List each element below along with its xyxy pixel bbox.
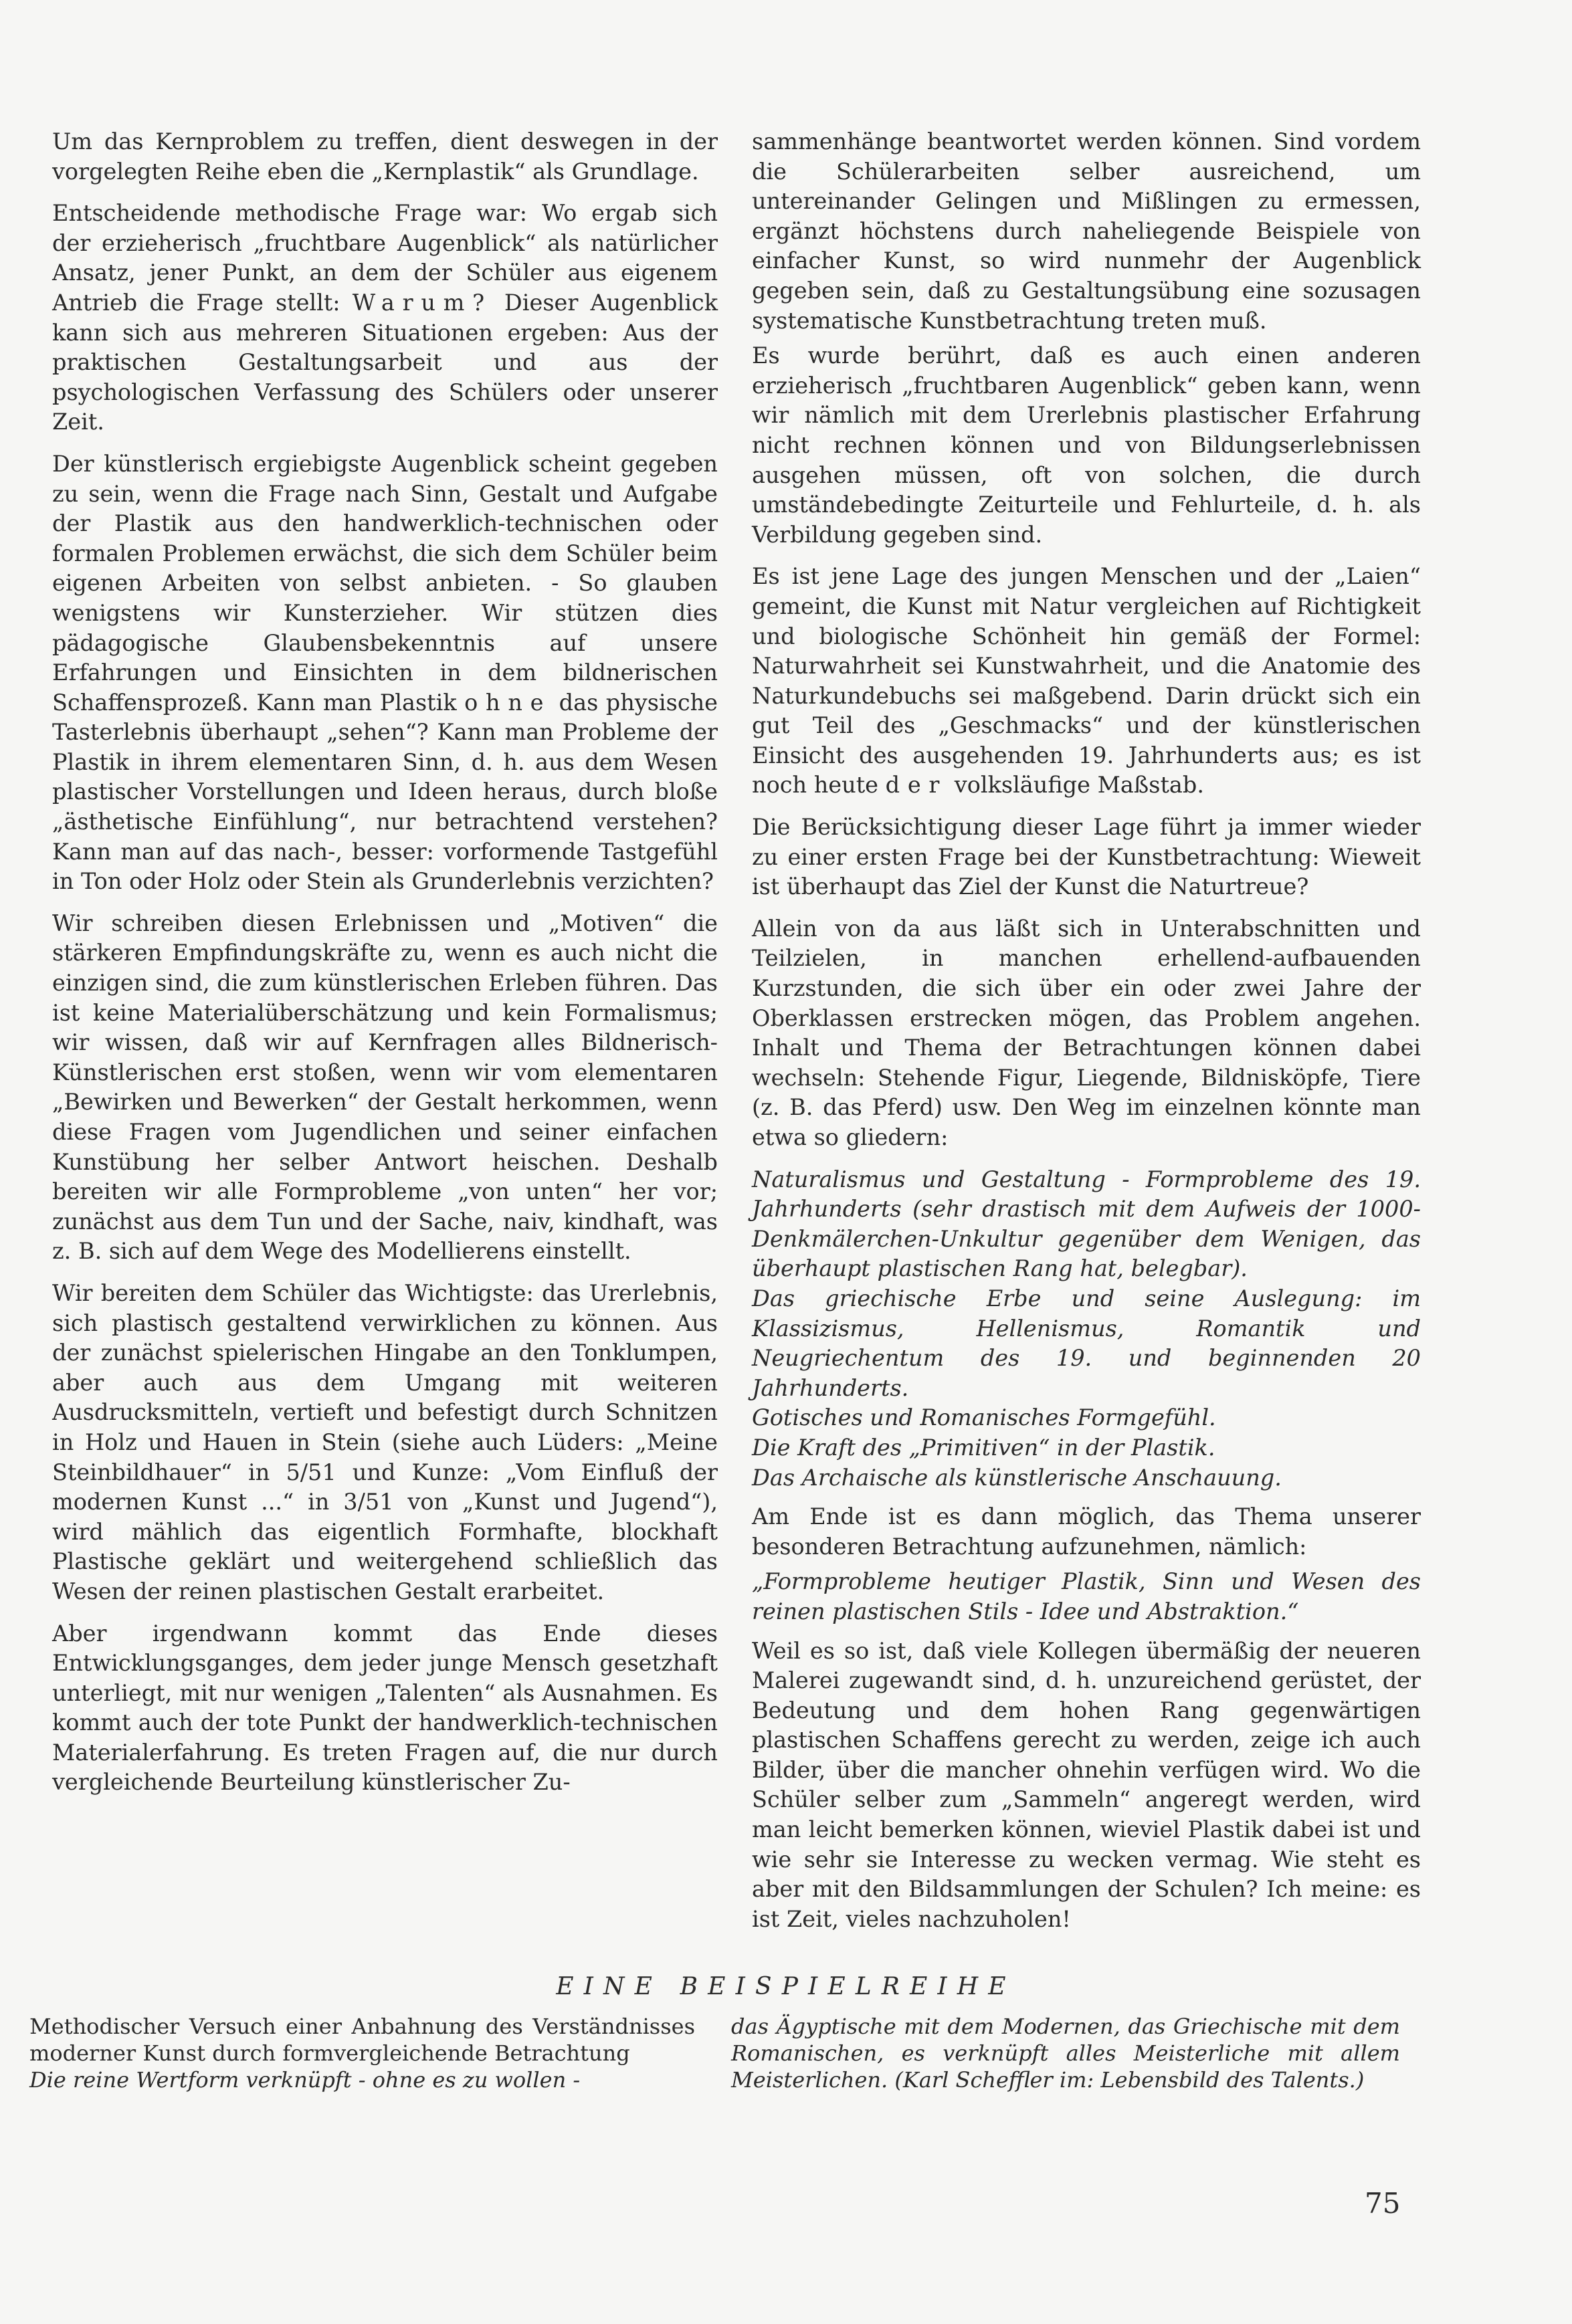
section-title: EINE BEISPIELREIHE xyxy=(556,1973,1016,2000)
quote: „Formprobleme heutiger Plastik, Sinn und Wesen des reinen plastischen Stils - Idee und Abstraktion.“ xyxy=(752,1568,1421,1624)
paragraph: Die Berücksichtigung dieser Lage führt ja immer wieder zu einer ersten Frage bei der Kunstbetrachtung: Wieweit ist überhaupt das Ziel der Kunst die Naturtreue? xyxy=(752,814,1421,900)
paragraph: Weil es so ist, daß viele Kollegen übermäßig der neueren Malerei zugewandt sind, d. h. unzureichend gerüstet, der Bedeutung und dem hohen Rang gegenwärtigen plastischen Schaffens gerecht zu werden, zeige ich auch Bilder, über die mancher ohnehin verfügen wird. Wo die Schüler selber zum „Sammeln“ angeregt werden, wird man leicht bemerken können, wieviel Plastik dabei ist und wie sehr sie Interesse zu wecken vermag. Wie steht es aber mit den Bildsammlungen der Schulen? Ich meine: es ist Zeit, vieles nachzuholen! xyxy=(752,1637,1421,1932)
paragraph-text: volksläufige Maßstab. xyxy=(947,772,1204,799)
epigraph-start: Die reine Wertform verknüpft - ohne es zu wollen - xyxy=(29,2067,581,2093)
section-subtitle: Methodischer Versuch einer Anbahnung des Verständnisses moderner Kunst durch formvergleichende Betrachtung xyxy=(29,2014,695,2066)
right-column xyxy=(752,127,1421,1946)
page-number: 75 xyxy=(1365,2187,1401,2220)
epigraph-end: das Ägyptische mit dem Modernen, das Griechische mit dem Romanischen, es verknüpft alles Meisterliche mit allem Meisterlichen. (Karl Scheffler im: Lebensbild des Talents.) xyxy=(731,2014,1400,2093)
spaced-word: ohne xyxy=(464,689,552,716)
list-item: Gotisches und Romanisches Formgefühl. xyxy=(752,1404,1216,1431)
paragraph: Es wurde berührt, daß es auch einen anderen erzieherisch „fruchtbaren Augenblick“ geben kann, wenn wir nämlich mit dem Urerlebnis plastischer Erfahrung nicht rechnen können und von Bildungserlebnissen ausgehen müssen, oft von solchen, die durch umständebedingte Zeiturteile und Fehlurteile, d. h. als Verbildung gegeben sind. xyxy=(752,342,1421,548)
paragraph-text: Entscheidende methodische Frage war: Wo ergab sich der erzieherisch „fruchtbare Augenblick“ als natürlicher Ansatz, jener Punkt, an dem der Schüler aus eigenem Antrieb die Frage stellt: xyxy=(52,200,718,316)
paragraph: sammenhänge beantwortet werden können. Sind vordem die Schülerarbeiten selber ausreichend, um untereinander Gelingen und Mißlingen zu ermessen, ergänzt höchstens durch naheliegende Beispiele von einfacher Kunst, so wird nunmehr der Augenblick gegeben sein, daß zu Gestaltungsübung eine sozusagen systematische Kunstbetrachtung treten muß. xyxy=(752,128,1421,334)
paragraph-text: Der künstlerisch ergiebigste Augenblick scheint gegeben zu sein, wenn die Frage nach Sinn, Gestalt und Aufgabe der Plastik aus den handwerklich-technischen oder formalen Problemen erwächst, die sich dem Schüler beim eigenen Arbeiten von selbst anbieten. - So glauben wenigstens wir Kunsterzieher. Wir stützen dies pädagogische Glaubensbekenntnis auf unsere Erfahrungen und Einsichten in dem bildnerischen Schaffensprozeß. Kann man Plastik xyxy=(52,450,718,716)
paragraph-text: Dieser Augenblick kann sich aus mehreren Situationen ergeben: Aus der praktischen Gestaltungsarbeit und aus der psychologischen Verfassung des Schülers oder unserer Zeit. xyxy=(52,289,718,435)
paragraph: Wir schreiben diesen Erlebnissen und „Motiven“ die stärkeren Empfindungskräfte zu, wenn es auch nicht die einzigen sind, die zum künstlerischen Erleben führen. Das ist keine Materialüberschätzung und kein Formalismus; wir wissen, daß wir auf Kernfragen alles Bildnerisch-Künstlerischen erst stoßen, wenn wir vom elementaren „Bewirken und Bewerken“ der Gestalt herkommen, wenn diese Fragen vom Jugendlichen und seiner einfachen Kunstübung her selber Antwort heischen. Deshalb bereiten wir alle Formprobleme „von unten“ her vor; zunächst aus dem Tun und der Sache, naiv, kindhaft, was z. B. sich auf dem Wege des Modellierens einstellt. xyxy=(52,910,718,1265)
paragraph-text: Es ist jene Lage des jungen Menschen und der „Laien“ gemeint, die Kunst mit Natur vergleichen auf Richtigkeit und biologische Schönheit hin gemäß der Formel: Naturwahrheit sei Kunstwahrheit, und die Anatomie des Naturkundebuchs sei maßgebend. Darin drückt sich ein gut Teil des „Geschmacks“ und der künstlerischen Einsicht des ausgehenden 19. Jahrhunderts aus; es ist noch heute xyxy=(752,563,1421,799)
section-intro xyxy=(29,2013,695,2093)
paragraph: Wir bereiten dem Schüler das Wichtigste: das Urerlebnis, sich plastisch gestaltend verwirklichen zu können. Aus der zunächst spielerischen Hingabe an den Tonklumpen, aber auch aus dem Umgang mit weiteren Ausdrucksmitteln, vertieft und befestigt durch Schnitzen in Holz und Hauen in Stein (siehe auch Lüders: „Meine Steinbildhauer“ in 5/51 und Kunze: „Vom Einfluß der modernen Kunst ...“ in 3/51 von „Kunst und Jugend“), wird mählich das eigentlich Formhafte, blockhaft Plastische geklärt und weitergehend schließlich das Wesen der reinen plastischen Gestalt erarbeitet. xyxy=(52,1279,718,1604)
list-item: Die Kraft des „Primitiven“ in der Plastik. xyxy=(752,1434,1215,1461)
paragraph xyxy=(752,562,1421,801)
paragraph: Aber irgendwann kommt das Ende dieses Entwicklungsganges, dem jeder junge Mensch gesetzhaft unterliegt, mit nur wenigen „Talenten“ als Ausnahmen. Es kommt auch der tote Punkt der handwerklich-technischen Materialerfahrung. Es treten Fragen auf, die nur durch vergleichende Beurteilung künstlerischer Zu- xyxy=(52,1620,718,1796)
paragraph: Am Ende ist es dann möglich, das Thema unserer besonderen Betrachtung aufzunehmen, nämlich: xyxy=(752,1503,1421,1560)
spaced-word: Warum? xyxy=(352,289,492,316)
list-item: Das griechische Erbe und seine Auslegung: im Klassizismus, Hellenismus, Romantik und Neugriechentum des 19. und beginnenden 20 Jahrhunderts. xyxy=(752,1285,1421,1401)
paragraph-text: das physische Tasterlebnis überhaupt „sehen“? Kann man Probleme der Plastik in ihrem elementaren Sinn, d. h. aus dem Wesen plastischer Vorstellungen und Ideen heraus, durch bloße „ästhetische Einfühlung“, nur betrachtend verstehen? Kann man auf das nach-, besser: vorformende Tastgefühl in Ton oder Holz oder Stein als Grunderlebnis verzichten? xyxy=(52,689,718,895)
epigraph-continuation xyxy=(731,2013,1400,2093)
paragraph: Um das Kernproblem zu treffen, dient deswegen in der vorgelegten Reihe eben die „Kernplastik“ als Grundlage. xyxy=(52,128,718,185)
spaced-word: der xyxy=(885,772,948,799)
list-item: Das Archaische als künstlerische Anschauung. xyxy=(752,1464,1282,1491)
paragraph xyxy=(52,199,718,437)
paragraph: Allein von da aus läßt sich in Unterabschnitten und Teilzielen, in manchen erhellend-aufbauenden Kurzstunden, die sich über ein oder zwei Jahre der Oberklassen erstrecken mögen, das Problem angehen. Inhalt und Thema der Betrachtungen können dabei wechseln: Stehende Figur, Liegende, Bildnisköpfe, Tiere (z. B. das Pferd) usw. Den Weg im einzelnen könnte man etwa so gliedern: xyxy=(752,915,1421,1150)
list-item: Naturalismus und Gestaltung - Formprobleme des 19. Jahrhunderts (sehr drastisch mit dem Aufweis der 1000-Denkmälerchen-Unkultur gegenüber dem Wenigen, das überhaupt plastischen Rang hat, belegbar). xyxy=(752,1166,1421,1282)
left-column xyxy=(52,127,718,1810)
paragraph xyxy=(52,449,718,897)
